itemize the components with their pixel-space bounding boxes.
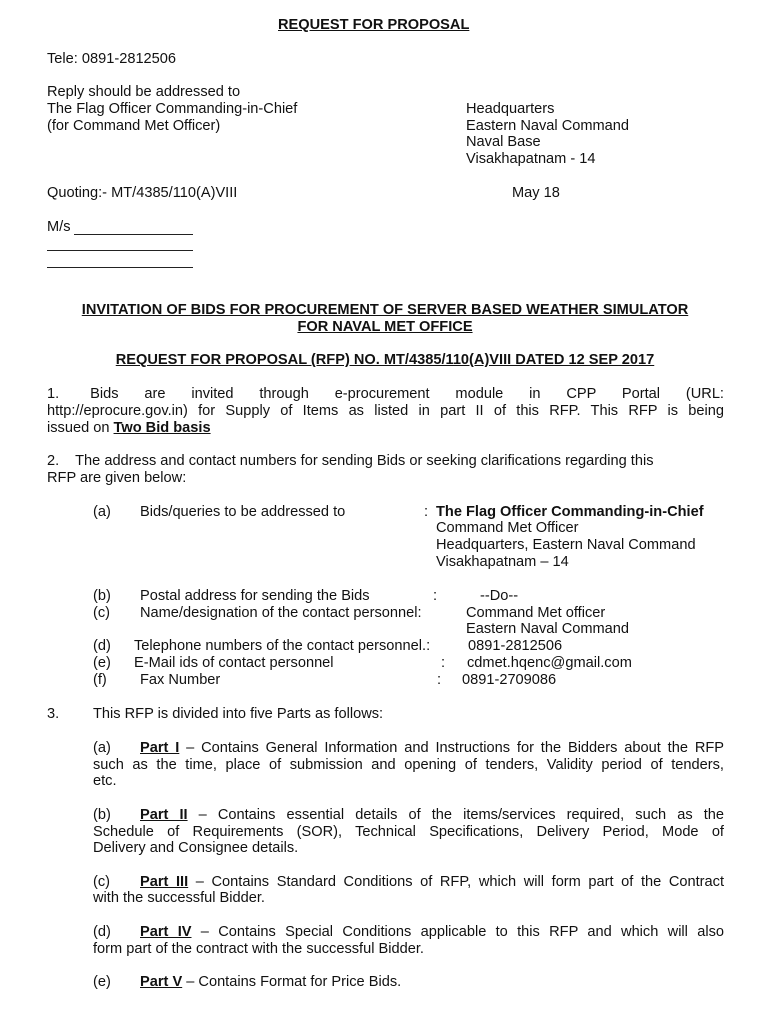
invitation-heading-line-2: FOR NAVAL MET OFFICE	[297, 319, 473, 335]
contact-d-text: Telephone numbers of the contact personnel.:	[134, 638, 431, 654]
part-a-line-2: such as the time, place of submission and opening of tenders, Validity period of tenders,	[93, 757, 724, 773]
part-b-line-1	[140, 807, 724, 824]
part-a-line-1	[140, 740, 724, 757]
part-a-line-3: etc.	[93, 773, 117, 789]
contact-d-value: 0891-2812506	[468, 638, 563, 654]
contact-a-label: (a)	[93, 504, 111, 520]
contact-c-label: (c)	[93, 605, 111, 621]
reply-line-2: The Flag Officer Commanding-in-Chief	[47, 101, 298, 117]
reply-line-3: (for Command Met Officer)	[47, 118, 221, 134]
part-c-title: Part III	[140, 874, 189, 890]
contact-e-colon: :	[441, 655, 446, 671]
para1-line-1: 1. Bids are invited through e-procurement module in CPP Portal (URL:	[47, 386, 724, 402]
contact-a-colon: :	[424, 504, 429, 520]
document-date: May 18	[512, 185, 560, 201]
contact-f-label: (f)	[93, 672, 107, 688]
contact-e-label: (e)	[93, 655, 111, 671]
part-d-line-2: form part of the contract with the successful Bidder.	[93, 941, 424, 957]
part-b-label: (b)	[93, 807, 111, 823]
document-title: REQUEST FOR PROPOSAL	[278, 17, 470, 33]
address-line-2: Eastern Naval Command	[466, 118, 630, 134]
para3-text: This RFP is divided into five Parts as follows:	[93, 706, 384, 722]
contact-b-value: --Do--	[480, 588, 519, 604]
contact-a-value-1: The Flag Officer Commanding-in-Chief	[436, 504, 704, 520]
telephone-line: Tele: 0891-2812506	[47, 51, 177, 67]
part-e-label: (e)	[93, 974, 111, 990]
reply-line-1: Reply should be addressed to	[47, 84, 241, 100]
para2-line-1: 2. The address and contact numbers for sending Bids or seeking clarifications regarding this	[47, 453, 654, 469]
contact-f-colon: :	[437, 672, 442, 688]
contact-d-label: (d)	[93, 638, 111, 654]
contact-b-label: (b)	[93, 588, 111, 604]
contact-a-value-4: Visakhapatnam – 14	[436, 554, 569, 570]
part-c-desc: – Contains Standard Conditions of RFP, which will form part of the Contract	[188, 874, 724, 890]
contact-c-text: Name/designation of the contact personnel:	[140, 605, 422, 621]
part-d-title: Part IV	[140, 924, 192, 940]
ms-blank-line-3	[47, 267, 193, 268]
contact-a-value-3: Headquarters, Eastern Naval Command	[436, 537, 696, 553]
para1-line-3-text: issued on	[47, 420, 114, 436]
para1-line-2: http://eprocure.gov.in) for Supply of Items as listed in part II of this RFP. This RFP is being	[47, 403, 724, 419]
part-d-desc: – Contains Special Conditions applicable to this RFP and which will also	[191, 924, 724, 940]
para3-number: 3.	[47, 706, 60, 722]
contact-f-text: Fax Number	[140, 672, 221, 688]
ms-blank-line-1	[74, 234, 193, 235]
part-b-title: Part II	[140, 807, 188, 823]
address-line-3: Naval Base	[466, 134, 541, 150]
part-c-line-1	[140, 874, 724, 891]
two-bid-basis: Two Bid basis	[113, 420, 211, 436]
contact-a-text: Bids/queries to be addressed to	[140, 504, 346, 520]
para1-line-3	[47, 420, 211, 437]
contact-b-text: Postal address for sending the Bids	[140, 588, 370, 604]
invitation-heading-line-1: INVITATION OF BIDS FOR PROCUREMENT OF SERVER BASED WEATHER SIMULATOR	[81, 302, 689, 318]
part-c-label: (c)	[93, 874, 111, 890]
para2-line-2: RFP are given below:	[47, 470, 187, 486]
contact-c-value-2: Eastern Naval Command	[466, 621, 630, 637]
contact-b-colon: :	[433, 588, 438, 604]
contact-a-value-2: Command Met Officer	[436, 520, 579, 536]
part-e-line-1	[140, 974, 401, 991]
part-c-line-2: with the successful Bidder.	[93, 890, 265, 906]
ms-blank-line-2	[47, 250, 193, 251]
contact-c-value-1: Command Met officer	[466, 605, 606, 621]
part-e-title: Part V	[140, 974, 183, 990]
part-b-desc: – Contains essential details of the items/services required, such as the	[187, 807, 724, 823]
part-e-desc: – Contains Format for Price Bids.	[182, 974, 402, 990]
quoting-reference: Quoting:- MT/4385/110(A)VIII	[47, 185, 238, 201]
contact-e-text: E-Mail ids of contact personnel	[134, 655, 334, 671]
part-a-title: Part I	[140, 740, 180, 756]
part-a-label: (a)	[93, 740, 111, 756]
ms-label: M/s	[47, 219, 71, 235]
part-b-line-2: Schedule of Requirements (SOR), Technical Specifications, Delivery Period, Mode of	[93, 824, 724, 840]
part-a-desc: – Contains General Information and Instructions for the Bidders about the RFP	[179, 740, 724, 756]
part-b-line-3: Delivery and Consignee details.	[93, 840, 299, 856]
contact-f-value: 0891-2709086	[462, 672, 557, 688]
part-d-line-1	[140, 924, 724, 941]
address-line-4: Visakhapatnam - 14	[466, 151, 596, 167]
address-line-1: Headquarters	[466, 101, 555, 117]
contact-e-value: cdmet.hqenc@gmail.com	[467, 655, 632, 671]
rfp-number-heading: REQUEST FOR PROPOSAL (RFP) NO. MT/4385/110(A)VIII DATED 12 SEP 2017	[115, 352, 655, 368]
part-d-label: (d)	[93, 924, 111, 940]
